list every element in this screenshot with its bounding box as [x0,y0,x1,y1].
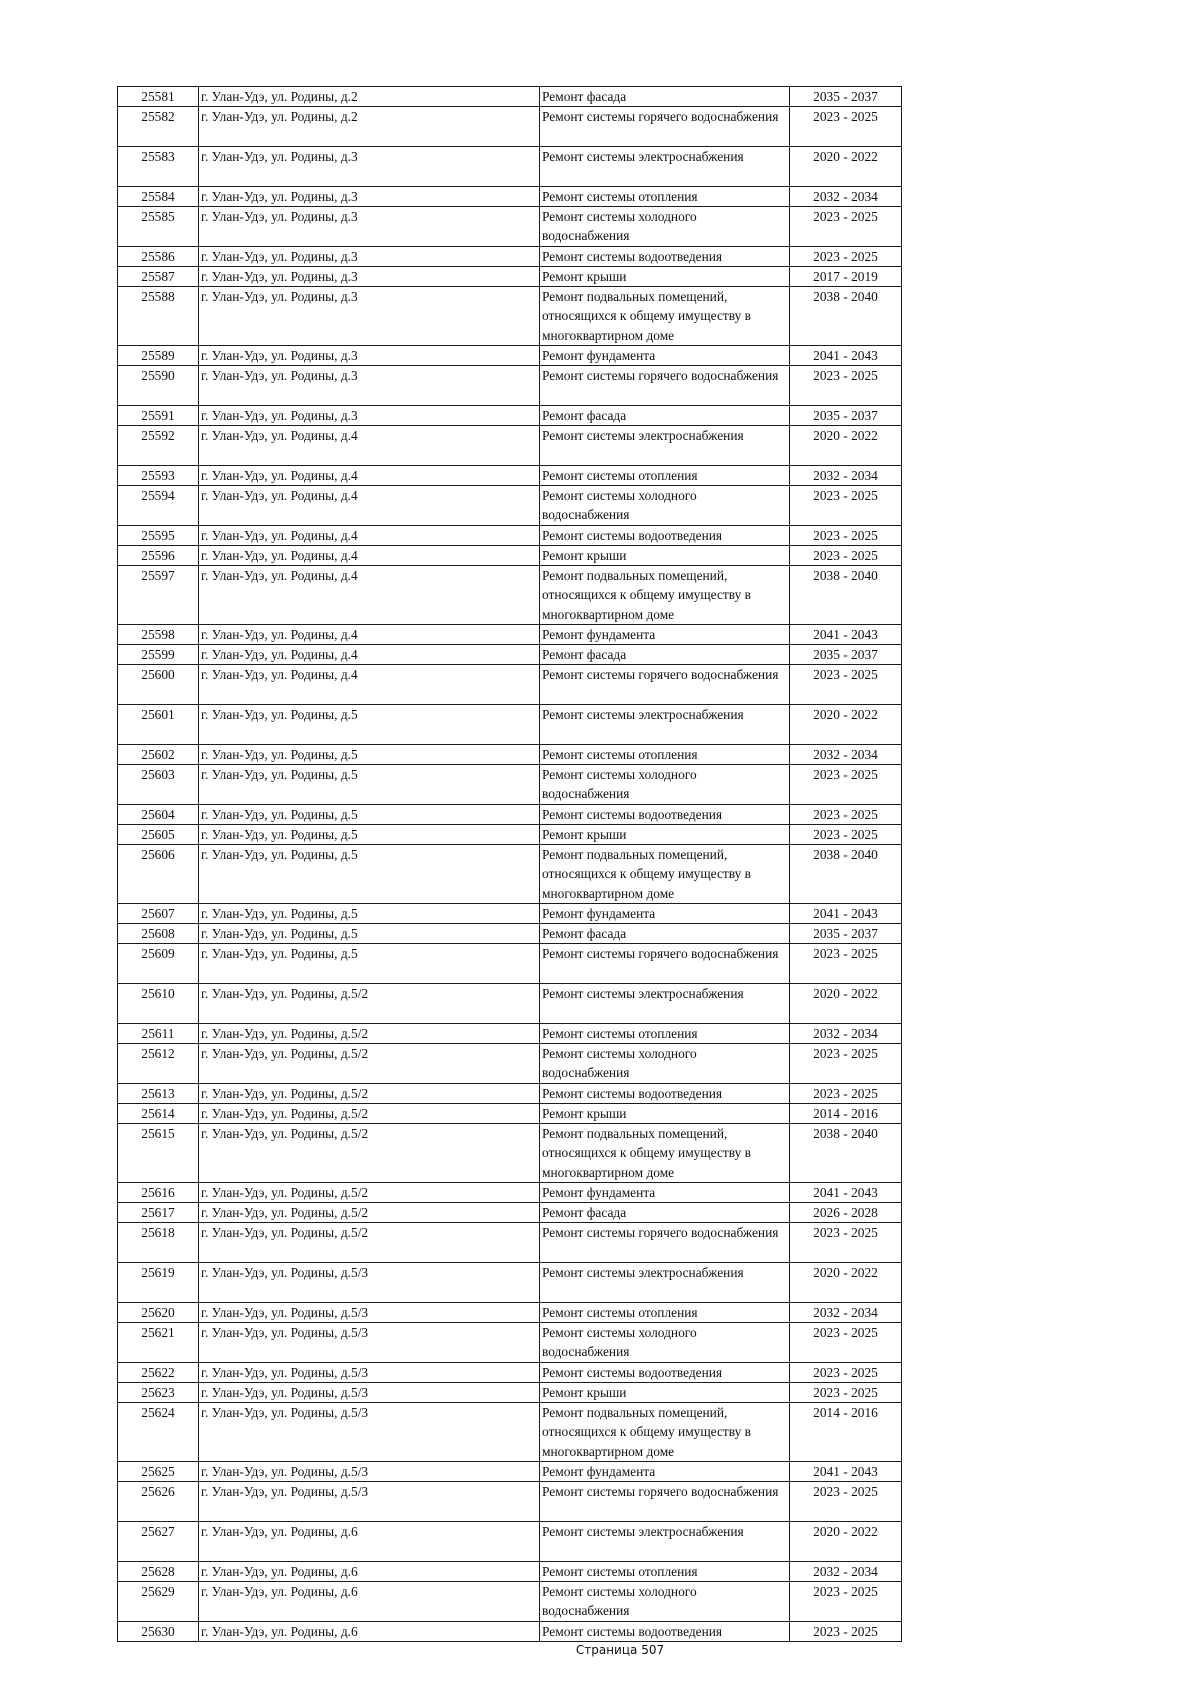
row-address: г. Улан-Удэ, ул. Родины, д.5/2 [201,1106,369,1121]
row-work-type: Ремонт системы электроснабжения [542,149,744,164]
row-address: г. Улан-Удэ, ул. Родины, д.4 [201,647,358,662]
row-number: 25623 [141,1385,175,1400]
row-period: 2023 - 2025 [813,209,878,224]
row-number: 25618 [141,1225,175,1240]
row-number: 25605 [141,827,175,842]
row-period: 2041 - 2043 [813,906,878,921]
row-number: 25612 [141,1046,175,1061]
row-number: 25595 [141,528,175,543]
row-address: г. Улан-Удэ, ул. Родины, д.3 [201,189,358,204]
row-number: 25590 [141,368,175,383]
row-address: г. Улан-Удэ, ул. Родины, д.3 [201,368,358,383]
row-number: 25593 [141,468,175,483]
row-address: г. Улан-Удэ, ул. Родины, д.4 [201,488,358,503]
row-address: г. Улан-Удэ, ул. Родины, д.2 [201,109,358,124]
row-number: 25610 [141,986,175,1001]
row-work-type: Ремонт системы отопления [542,468,698,483]
row-period: 2035 - 2037 [813,926,878,941]
row-period: 2032 - 2034 [813,1305,878,1320]
row-number: 25606 [141,847,175,862]
row-period: 2023 - 2025 [813,1624,878,1639]
row-period: 2038 - 2040 [813,289,878,304]
row-period: 2020 - 2022 [813,1265,878,1280]
table-row [118,406,902,426]
row-number: 25614 [141,1106,175,1121]
row-address: г. Улан-Удэ, ул. Родины, д.4 [201,667,358,682]
row-address: г. Улан-Удэ, ул. Родины, д.3 [201,348,358,363]
row-address: г. Улан-Удэ, ул. Родины, д.3 [201,209,358,224]
table-row [118,267,902,287]
table-row [118,944,902,984]
row-period: 2023 - 2025 [813,1584,878,1599]
row-number: 25624 [141,1405,175,1420]
row-address: г. Улан-Удэ, ул. Родины, д.5 [201,926,358,941]
row-period: 2020 - 2022 [813,149,878,164]
row-address: г. Улан-Удэ, ул. Родины, д.2 [201,89,358,104]
row-address: г. Улан-Удэ, ул. Родины, д.5 [201,807,358,822]
row-period: 2038 - 2040 [813,568,878,583]
table-row [118,625,902,645]
row-address: г. Улан-Удэ, ул. Родины, д.5/3 [201,1464,369,1479]
table-row [118,1104,902,1124]
row-work-type: Ремонт фасада [542,89,627,104]
row-work-type: Ремонт подвальных помещений, относящихся к общему имуществу в многоквартирном доме [542,568,751,622]
row-work-type: Ремонт системы горячего водоснабжения [542,109,779,124]
row-address: г. Улан-Удэ, ул. Родины, д.4 [201,528,358,543]
row-number: 25584 [141,189,175,204]
table-row [118,187,902,207]
table-row [118,1084,902,1104]
table-row [118,1183,902,1203]
row-number: 25592 [141,428,175,443]
table-row [118,107,902,147]
row-number: 25589 [141,348,175,363]
row-period: 2023 - 2025 [813,1225,878,1240]
row-number: 25619 [141,1265,175,1280]
row-work-type: Ремонт крыши [542,1385,627,1400]
row-period: 2035 - 2037 [813,408,878,423]
table-row [118,1223,902,1263]
table-row [118,665,902,705]
row-work-type: Ремонт системы электроснабжения [542,428,744,443]
row-number: 25615 [141,1126,175,1141]
row-work-type: Ремонт системы отопления [542,1026,698,1041]
row-work-type: Ремонт системы холодного водоснабжения [542,209,697,244]
row-work-type: Ремонт системы отопления [542,1564,698,1579]
row-period: 2023 - 2025 [813,109,878,124]
row-work-type: Ремонт подвальных помещений, относящихся к общему имуществу в многоквартирном доме [542,289,751,343]
row-work-type: Ремонт системы горячего водоснабжения [542,1225,779,1240]
row-work-type: Ремонт фасада [542,1205,627,1220]
row-period: 2014 - 2016 [813,1106,878,1121]
table-row [118,1263,902,1303]
row-number: 25602 [141,747,175,762]
row-work-type: Ремонт системы холодного водоснабжения [542,1325,697,1360]
row-work-type: Ремонт фундамента [542,906,656,921]
table-row [118,1323,902,1363]
table-row [118,1403,902,1462]
row-work-type: Ремонт фундамента [542,348,656,363]
table-row [118,1363,902,1383]
row-work-type: Ремонт системы водоотведения [542,807,723,822]
row-work-type: Ремонт системы горячего водоснабжения [542,667,779,682]
table-row [118,705,902,745]
row-work-type: Ремонт системы холодного водоснабжения [542,767,697,802]
row-period: 2023 - 2025 [813,1484,878,1499]
table-row [118,87,902,107]
row-period: 2023 - 2025 [813,1325,878,1340]
row-address: г. Улан-Удэ, ул. Родины, д.5/2 [201,1205,369,1220]
row-address: г. Улан-Удэ, ул. Родины, д.5/3 [201,1305,369,1320]
row-number: 25597 [141,568,175,583]
row-number: 25585 [141,209,175,224]
row-work-type: Ремонт подвальных помещений, относящихся к общему имуществу в многоквартирном доме [542,1405,751,1459]
row-work-type: Ремонт системы отопления [542,189,698,204]
table-row [118,147,902,187]
row-number: 25616 [141,1185,175,1200]
row-period: 2032 - 2034 [813,747,878,762]
row-address: г. Улан-Удэ, ул. Родины, д.5 [201,747,358,762]
row-period: 2038 - 2040 [813,847,878,862]
row-number: 25604 [141,807,175,822]
row-work-type: Ремонт фасада [542,647,627,662]
row-address: г. Улан-Удэ, ул. Родины, д.4 [201,428,358,443]
row-address: г. Улан-Удэ, ул. Родины, д.5/3 [201,1265,369,1280]
row-number: 25621 [141,1325,175,1340]
table-row [118,1622,902,1642]
row-period: 2023 - 2025 [813,1046,878,1061]
row-address: г. Улан-Удэ, ул. Родины, д.5 [201,827,358,842]
row-address: г. Улан-Удэ, ул. Родины, д.5 [201,906,358,921]
table-row [118,1562,902,1582]
row-period: 2023 - 2025 [813,528,878,543]
row-work-type: Ремонт системы горячего водоснабжения [542,946,779,961]
row-number: 25609 [141,946,175,961]
row-address: г. Улан-Удэ, ул. Родины, д.5/2 [201,1046,369,1061]
repair-schedule-table [117,86,902,1642]
row-number: 25625 [141,1464,175,1479]
table-row [118,984,902,1024]
row-work-type: Ремонт системы горячего водоснабжения [542,1484,779,1499]
row-period: 2032 - 2034 [813,1026,878,1041]
table-row [118,1303,902,1323]
row-address: г. Улан-Удэ, ул. Родины, д.5/2 [201,1185,369,1200]
row-address: г. Улан-Удэ, ул. Родины, д.5/2 [201,1026,369,1041]
row-number: 25628 [141,1564,175,1579]
row-period: 2041 - 2043 [813,348,878,363]
table-row [118,745,902,765]
row-period: 2023 - 2025 [813,946,878,961]
table-row [118,287,902,346]
row-address: г. Улан-Удэ, ул. Родины, д.5 [201,847,358,862]
row-period: 2023 - 2025 [813,827,878,842]
table-row [118,1383,902,1403]
row-work-type: Ремонт крыши [542,269,627,284]
row-address: г. Улан-Удэ, ул. Родины, д.4 [201,568,358,583]
row-work-type: Ремонт системы водоотведения [542,1086,723,1101]
row-work-type: Ремонт крыши [542,548,627,563]
row-address: г. Улан-Удэ, ул. Родины, д.4 [201,468,358,483]
table-row [118,1522,902,1562]
row-number: 25629 [141,1584,175,1599]
row-work-type: Ремонт подвальных помещений, относящихся к общему имуществу в многоквартирном доме [542,1126,751,1180]
row-number: 25588 [141,289,175,304]
table-row [118,1482,902,1522]
row-address: г. Улан-Удэ, ул. Родины, д.3 [201,269,358,284]
row-period: 2035 - 2037 [813,89,878,104]
row-number: 25591 [141,408,175,423]
row-work-type: Ремонт фундамента [542,1185,656,1200]
row-work-type: Ремонт системы холодного водоснабжения [542,1046,697,1081]
row-period: 2023 - 2025 [813,767,878,782]
row-address: г. Улан-Удэ, ул. Родины, д.5/2 [201,986,369,1001]
row-work-type: Ремонт фасада [542,408,627,423]
row-number: 25587 [141,269,175,284]
table-row [118,207,902,247]
row-address: г. Улан-Удэ, ул. Родины, д.5/3 [201,1325,369,1340]
row-period: 2023 - 2025 [813,548,878,563]
row-address: г. Улан-Удэ, ул. Родины, д.5/2 [201,1225,369,1240]
table-row [118,466,902,486]
row-address: г. Улан-Удэ, ул. Родины, д.3 [201,408,358,423]
row-work-type: Ремонт системы электроснабжения [542,1265,744,1280]
row-number: 25603 [141,767,175,782]
table-row [118,346,902,366]
row-period: 2023 - 2025 [813,488,878,503]
row-number: 25583 [141,149,175,164]
row-number: 25596 [141,548,175,563]
row-address: г. Улан-Удэ, ул. Родины, д.5/3 [201,1385,369,1400]
table-row [118,1203,902,1223]
row-number: 25600 [141,667,175,682]
row-number: 25586 [141,249,175,264]
table-row [118,426,902,466]
row-period: 2023 - 2025 [813,368,878,383]
row-work-type: Ремонт системы отопления [542,747,698,762]
row-work-type: Ремонт крыши [542,827,627,842]
row-work-type: Ремонт подвальных помещений, относящихся к общему имуществу в многоквартирном доме [542,847,751,901]
row-work-type: Ремонт системы водоотведения [542,249,723,264]
row-period: 2035 - 2037 [813,647,878,662]
row-address: г. Улан-Удэ, ул. Родины, д.4 [201,627,358,642]
table-row [118,1462,902,1482]
row-address: г. Улан-Удэ, ул. Родины, д.5 [201,707,358,722]
row-period: 2032 - 2034 [813,189,878,204]
table-body [118,87,902,1642]
row-number: 25611 [141,1026,175,1041]
row-period: 2041 - 2043 [813,627,878,642]
table-row [118,1124,902,1183]
table-row [118,247,902,267]
table-row [118,1024,902,1044]
row-address: г. Улан-Удэ, ул. Родины, д.6 [201,1524,358,1539]
table-row [118,765,902,805]
table-row [118,845,902,904]
row-period: 2020 - 2022 [813,1524,878,1539]
row-address: г. Улан-Удэ, ул. Родины, д.5/3 [201,1405,369,1420]
row-address: г. Улан-Удэ, ул. Родины, д.6 [201,1564,358,1579]
row-work-type: Ремонт системы водоотведения [542,1365,723,1380]
table-row [118,645,902,665]
row-address: г. Улан-Удэ, ул. Родины, д.6 [201,1624,358,1639]
row-number: 25601 [141,707,175,722]
table-row [118,546,902,566]
row-address: г. Улан-Удэ, ул. Родины, д.5/3 [201,1365,369,1380]
row-period: 2020 - 2022 [813,986,878,1001]
row-address: г. Улан-Удэ, ул. Родины, д.5/2 [201,1126,369,1141]
row-period: 2041 - 2043 [813,1464,878,1479]
row-work-type: Ремонт системы холодного водоснабжения [542,488,697,523]
row-number: 25581 [141,89,175,104]
table-row [118,526,902,546]
table-row [118,566,902,625]
row-address: г. Улан-Удэ, ул. Родины, д.4 [201,548,358,563]
row-address: г. Улан-Удэ, ул. Родины, д.6 [201,1584,358,1599]
row-number: 25622 [141,1365,175,1380]
row-period: 2023 - 2025 [813,249,878,264]
row-period: 2038 - 2040 [813,1126,878,1141]
row-number: 25582 [141,109,175,124]
table-row [118,805,902,825]
row-number: 25627 [141,1524,175,1539]
table-row [118,366,902,406]
row-work-type: Ремонт системы отопления [542,1305,698,1320]
row-work-type: Ремонт системы электроснабжения [542,1524,744,1539]
row-number: 25626 [141,1484,175,1499]
row-work-type: Ремонт системы водоотведения [542,1624,723,1639]
row-period: 2023 - 2025 [813,667,878,682]
row-number: 25620 [141,1305,175,1320]
row-work-type: Ремонт фундамента [542,627,656,642]
row-period: 2023 - 2025 [813,807,878,822]
row-work-type: Ремонт системы водоотведения [542,528,723,543]
row-period: 2017 - 2019 [813,269,878,284]
row-period: 2023 - 2025 [813,1365,878,1380]
row-number: 25630 [141,1624,175,1639]
row-period: 2026 - 2028 [813,1205,878,1220]
row-work-type: Ремонт фасада [542,926,627,941]
row-address: г. Улан-Удэ, ул. Родины, д.5 [201,946,358,961]
row-number: 25598 [141,627,175,642]
row-address: г. Улан-Удэ, ул. Родины, д.5/3 [201,1484,369,1499]
row-number: 25599 [141,647,175,662]
row-period: 2014 - 2016 [813,1405,878,1420]
row-period: 2020 - 2022 [813,707,878,722]
row-number: 25594 [141,488,175,503]
row-work-type: Ремонт системы холодного водоснабжения [542,1584,697,1619]
row-address: г. Улан-Удэ, ул. Родины, д.5/2 [201,1086,369,1101]
row-address: г. Улан-Удэ, ул. Родины, д.3 [201,289,358,304]
row-work-type: Ремонт системы электроснабжения [542,986,744,1001]
row-number: 25607 [141,906,175,921]
row-work-type: Ремонт системы горячего водоснабжения [542,368,779,383]
table-row [118,904,902,924]
row-work-type: Ремонт крыши [542,1106,627,1121]
row-number: 25617 [141,1205,175,1220]
table-row [118,486,902,526]
table-row [118,1044,902,1084]
row-period: 2032 - 2034 [813,468,878,483]
row-period: 2020 - 2022 [813,428,878,443]
row-number: 25613 [141,1086,175,1101]
row-address: г. Улан-Удэ, ул. Родины, д.3 [201,149,358,164]
row-work-type: Ремонт фундамента [542,1464,656,1479]
row-period: 2023 - 2025 [813,1086,878,1101]
table-row [118,825,902,845]
row-address: г. Улан-Удэ, ул. Родины, д.3 [201,249,358,264]
row-period: 2023 - 2025 [813,1385,878,1400]
row-number: 25608 [141,926,175,941]
row-work-type: Ремонт системы электроснабжения [542,707,744,722]
row-address: г. Улан-Удэ, ул. Родины, д.5 [201,767,358,782]
table-row [118,1582,902,1622]
table-row [118,924,902,944]
row-period: 2032 - 2034 [813,1564,878,1579]
row-period: 2041 - 2043 [813,1185,878,1200]
page-number: Страница 507 [575,1643,665,1657]
